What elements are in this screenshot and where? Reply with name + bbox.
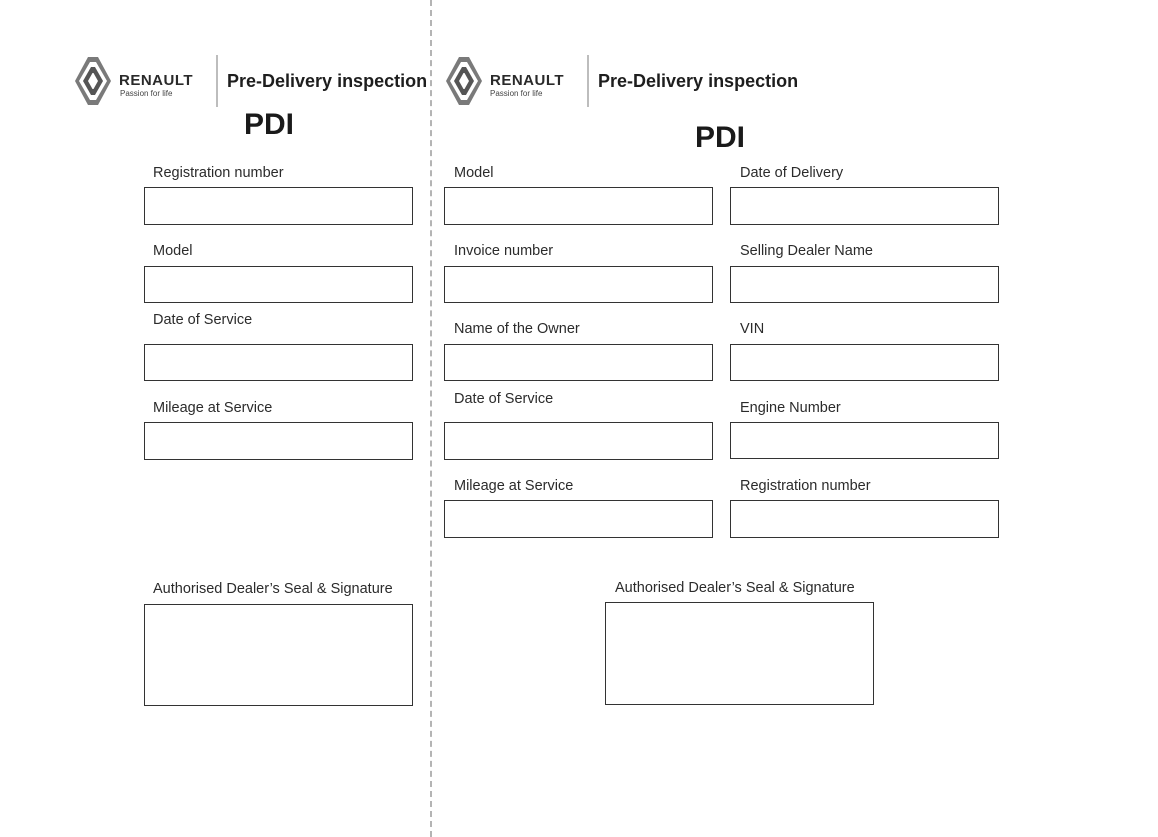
page-title: PDI — [244, 108, 295, 141]
field-label: Registration number — [153, 165, 284, 181]
field-label: Invoice number — [454, 243, 554, 259]
renault-logo-icon — [74, 56, 112, 106]
dealer-signature-box[interactable] — [605, 602, 874, 705]
date-of-delivery-field[interactable] — [730, 187, 999, 225]
engine-number-field[interactable] — [730, 422, 999, 459]
brand-tagline: Passion for life — [490, 89, 543, 98]
registration-number-field[interactable] — [730, 500, 999, 538]
page-title: PDI — [695, 121, 746, 154]
field-label: Model — [454, 165, 494, 181]
header-separator — [216, 55, 218, 107]
invoice-number-field[interactable] — [444, 266, 713, 303]
date-of-service-field[interactable] — [144, 344, 413, 381]
field-label: Date of Service — [153, 312, 253, 328]
signature-label: Authorised Dealer’s Seal & Signature — [153, 581, 393, 597]
field-label: Mileage at Service — [153, 400, 273, 416]
selling-dealer-name-field[interactable] — [730, 266, 999, 303]
model-field[interactable] — [444, 187, 713, 225]
field-label: Name of the Owner — [454, 321, 580, 337]
header-separator — [587, 55, 589, 107]
header-title: Pre-Delivery inspection — [598, 71, 799, 91]
field-label: Date of Service — [454, 391, 554, 407]
field-label: Selling Dealer Name — [740, 243, 873, 259]
vin-field[interactable] — [730, 344, 999, 381]
field-label: Date of Delivery — [740, 165, 844, 181]
field-label: Engine Number — [740, 400, 841, 416]
date-of-service-field[interactable] — [444, 422, 713, 460]
mileage-at-service-field[interactable] — [444, 500, 713, 538]
brand-name: RENAULT — [490, 72, 565, 89]
registration-number-field[interactable] — [144, 187, 413, 225]
field-label: Mileage at Service — [454, 478, 574, 494]
renault-logo-icon — [445, 56, 483, 106]
header-title: Pre-Delivery inspection — [227, 71, 428, 91]
fold-divider — [430, 0, 432, 837]
mileage-at-service-field[interactable] — [144, 422, 413, 460]
brand-tagline: Passion for life — [120, 89, 173, 98]
field-label: Model — [153, 243, 193, 259]
signature-label: Authorised Dealer’s Seal & Signature — [615, 580, 855, 596]
owner-name-field[interactable] — [444, 344, 713, 381]
field-label: VIN — [740, 321, 765, 337]
model-field[interactable] — [144, 266, 413, 303]
brand-name: RENAULT — [119, 72, 194, 89]
dealer-signature-box[interactable] — [144, 604, 413, 706]
field-label: Registration number — [740, 478, 871, 494]
